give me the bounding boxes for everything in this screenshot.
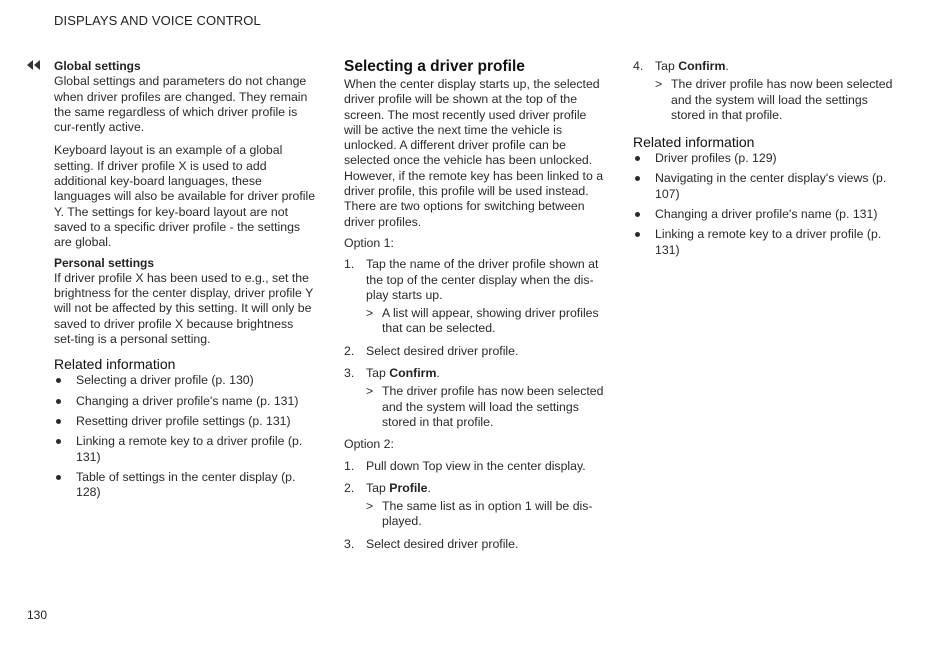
step-text: Select desired driver profile. — [366, 343, 519, 358]
related-info-heading: Related information — [54, 356, 176, 373]
option1-label: Option 1: — [344, 235, 394, 250]
personal-settings-heading: Personal settings — [54, 255, 155, 270]
options-text: There are two options for switching between driver profiles. — [344, 199, 585, 229]
step-text: Pull down Top view in the center display. — [366, 458, 586, 473]
step-number: 2. — [344, 343, 355, 358]
step — [344, 366, 606, 430]
step-text-prefix: Tap — [366, 366, 390, 381]
global-settings-heading: Global settings — [54, 59, 141, 73]
step-result — [655, 77, 895, 123]
global-settings-text: Global settings and parameters do not change when driver profiles are changed. They remain the same regardless of which driver profile is cur-rently active. — [54, 74, 308, 135]
step-text-prefix: Tap — [366, 480, 390, 495]
double-chevron-left-icon — [27, 60, 41, 70]
step-text-suffix: . — [427, 480, 431, 495]
middle-column — [344, 57, 606, 559]
step-text-suffix: . — [436, 366, 440, 381]
related-link[interactable]: Table of settings in the center display (p. 128) — [54, 470, 316, 501]
step — [344, 537, 606, 552]
keyboard-layout-text: Keyboard layout is an example of a global setting. If driver profile X is used to add additional key-board languages, these languages will also be available for driver profile Y. The settings for key-board layout are not saved to a specific driver profile - the settings are global. — [54, 143, 316, 250]
personal-settings-text: If driver profile X has been used to e.g., set the brightness for the center display, driver profile Y will not be affected by this setting. It will only be saved to driver profile X because brightness set-ting is a personal setting. — [54, 270, 314, 347]
related-info-list — [54, 373, 316, 500]
section-header: DISPLAYS AND VOICE CONTROL — [54, 13, 261, 28]
result-text: The same list as in option 1 will be dis-played. — [382, 499, 593, 529]
step-result — [366, 306, 606, 337]
page-number: 130 — [27, 608, 48, 622]
intro-text: When the center display starts up, the selected driver profile will be shown at the top of the screen. The most recently used driver profile will be active the next time the vehicle is unlocked. A different driver profile can be selected once the vehicle has been unlocked. However, if the remote key has been linked to a driver profile, this profile will be used instead. — [344, 77, 604, 199]
step-number: 1. — [344, 458, 355, 473]
left-column — [54, 59, 316, 505]
step-number: 2. — [344, 480, 355, 495]
step-number: 3. — [344, 366, 355, 381]
step-result — [366, 384, 606, 430]
related-link[interactable]: Linking a remote key to a driver profile (p. 131) — [54, 434, 316, 465]
related-info-list — [633, 151, 895, 258]
step-text-prefix: Tap — [655, 59, 679, 73]
page-title: Selecting a driver profile — [344, 58, 525, 75]
confirm-label: Confirm — [678, 59, 726, 73]
step-text: Tap the name of the driver profile shown at the top of the center display when the dis-play starts up. — [366, 257, 599, 302]
option1-steps — [344, 257, 606, 430]
result-marker: > — [366, 306, 374, 321]
result-text: The driver profile has now been selected and the system will load the settings stored in that profile. — [671, 77, 893, 122]
right-column — [633, 59, 895, 263]
step — [344, 481, 606, 530]
result-marker: > — [655, 77, 663, 92]
step-number: 1. — [344, 257, 355, 272]
step-number: 3. — [344, 536, 355, 551]
related-link[interactable]: Resetting driver profile settings (p. 131) — [54, 414, 316, 429]
related-info-heading: Related information — [633, 134, 755, 151]
result-text: The driver profile has now been selected and the system will load the settings stored in that profile. — [382, 384, 604, 429]
step — [344, 257, 606, 336]
related-link[interactable]: Changing a driver profile's name (p. 131) — [633, 207, 895, 222]
confirm-label: Confirm — [389, 366, 437, 381]
result-marker: > — [366, 499, 374, 514]
related-link[interactable]: Navigating in the center display's views (p. 107) — [633, 171, 895, 202]
step — [344, 459, 606, 474]
result-text: A list will appear, showing driver profiles that can be selected. — [382, 306, 599, 336]
option2-steps — [344, 459, 606, 552]
result-marker: > — [366, 384, 374, 399]
step-text-suffix: . — [725, 59, 729, 73]
step-text: Select desired driver profile. — [366, 536, 519, 551]
option2-label: Option 2: — [344, 437, 394, 452]
step-number: 4. — [633, 59, 644, 73]
related-link[interactable]: Changing a driver profile's name (p. 131) — [54, 394, 316, 409]
step — [344, 344, 606, 359]
related-link[interactable]: Selecting a driver profile (p. 130) — [54, 373, 316, 388]
related-link[interactable]: Linking a remote key to a driver profile (p. 131) — [633, 227, 895, 258]
profile-label: Profile — [389, 480, 428, 495]
related-link[interactable]: Driver profiles (p. 129) — [633, 151, 895, 166]
step-result — [366, 499, 606, 530]
step — [633, 59, 895, 123]
